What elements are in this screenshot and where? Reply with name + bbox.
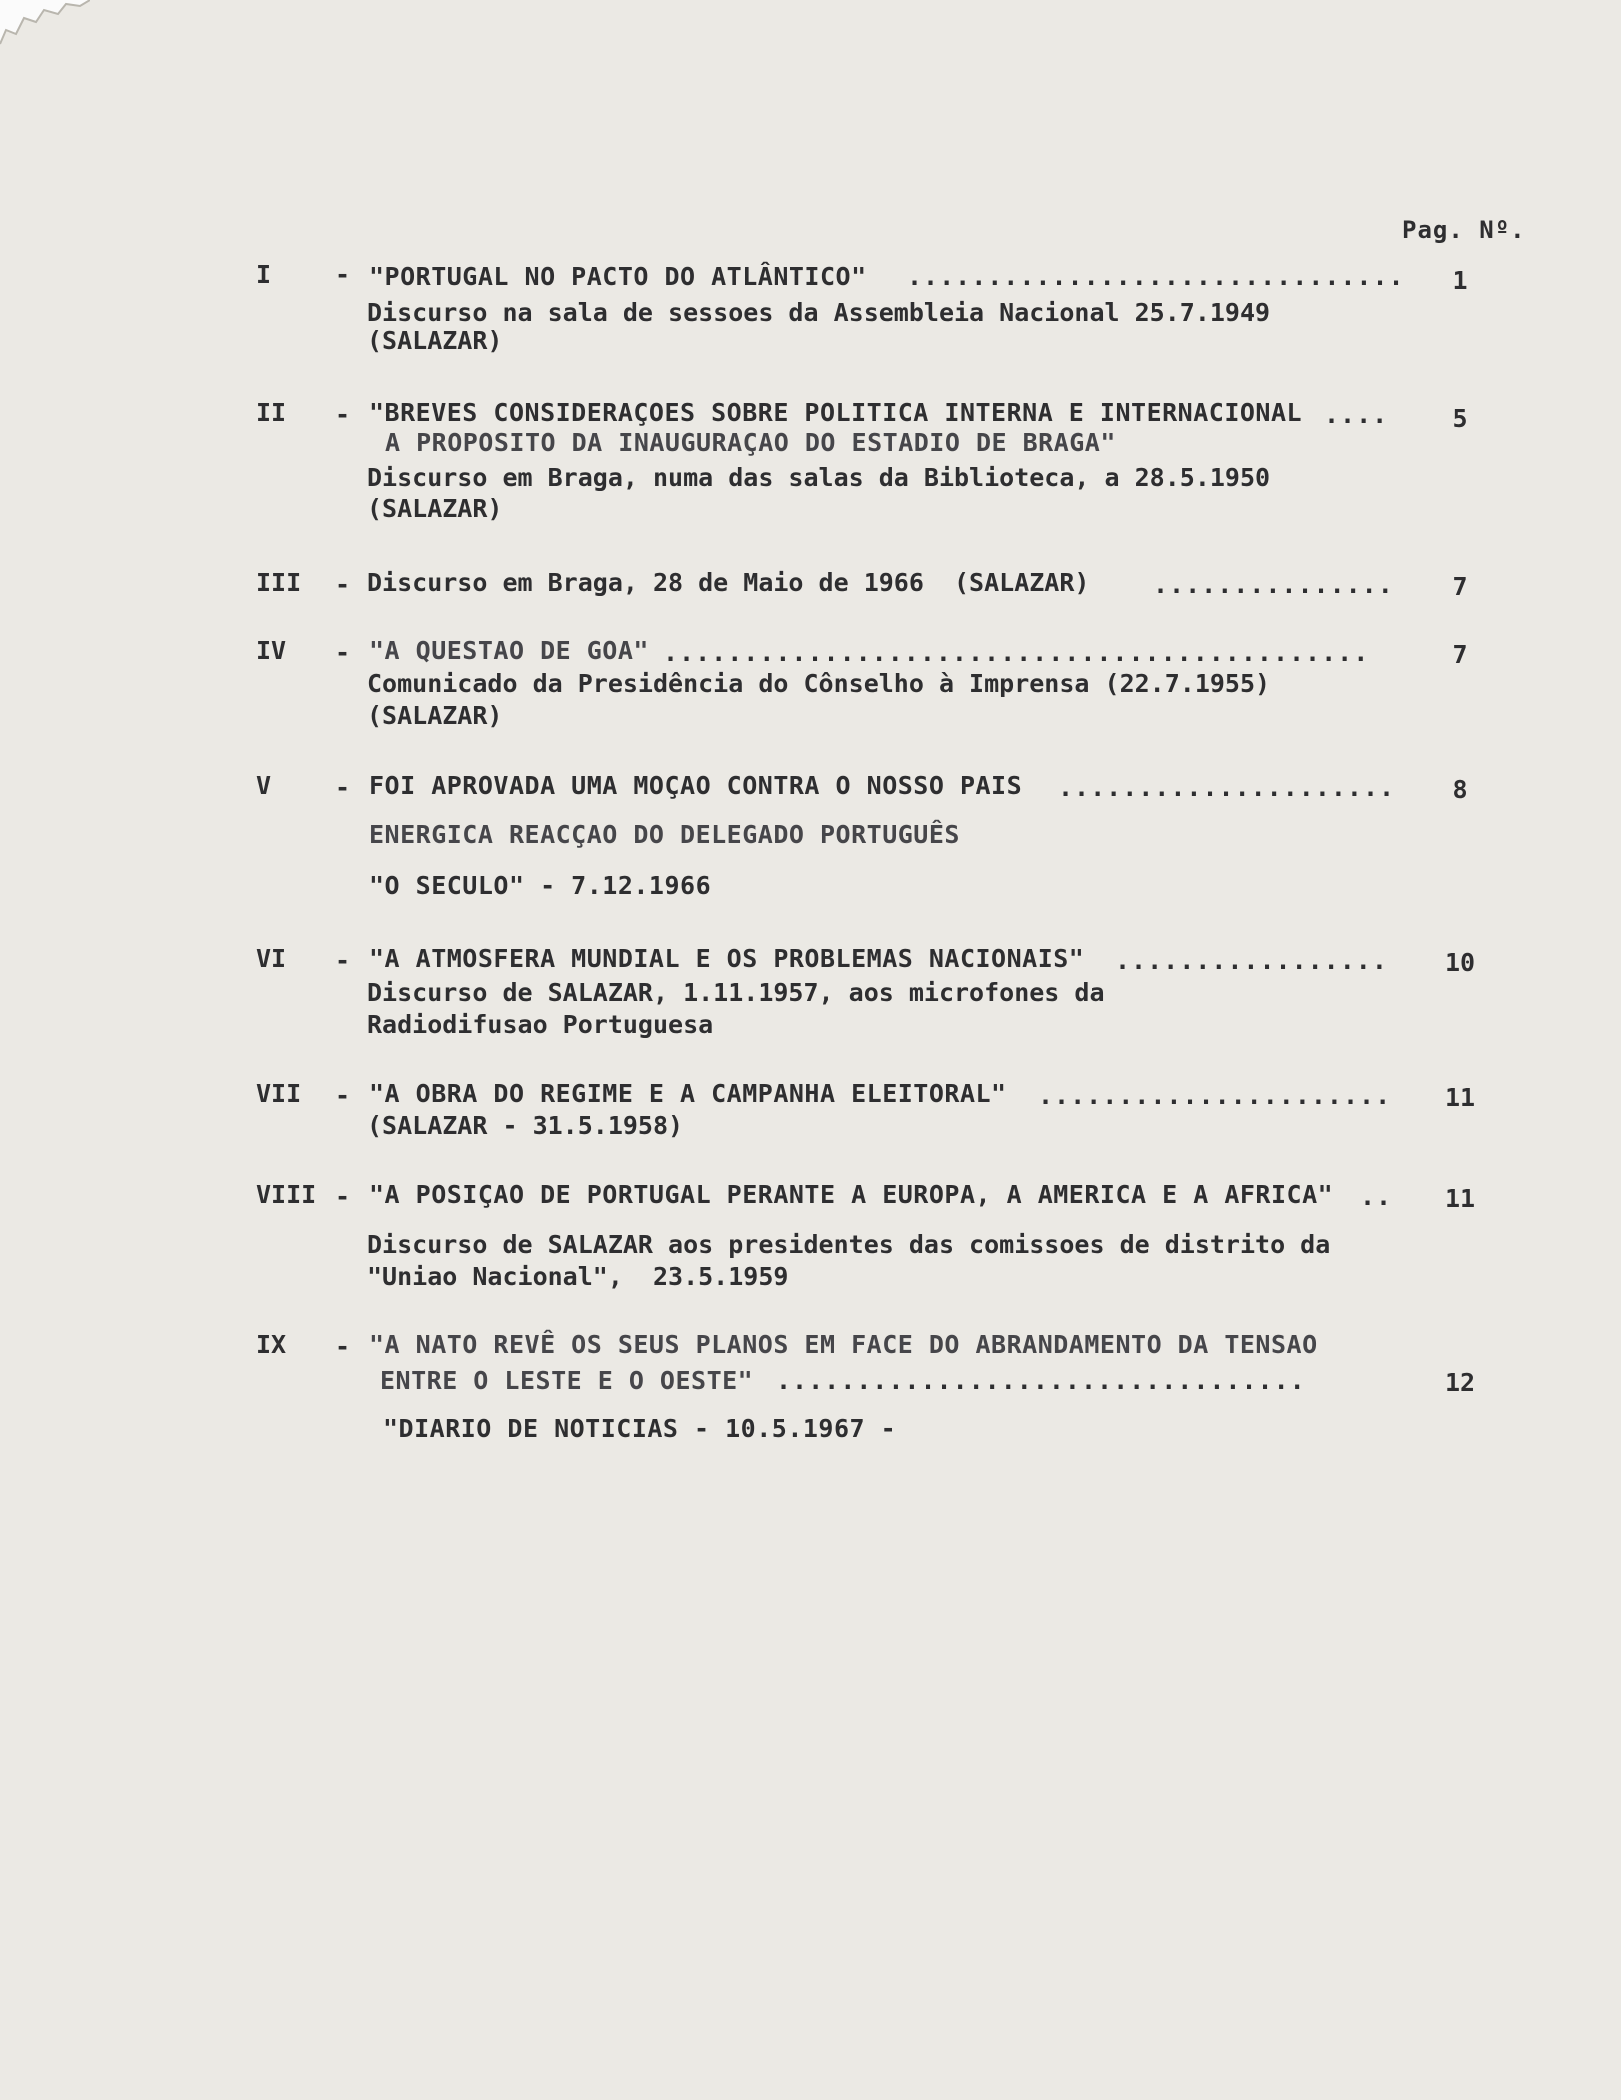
leader-dots: .... bbox=[1324, 400, 1389, 429]
entry-title: "PORTUGAL NO PACTO DO ATLÂNTICO" bbox=[369, 262, 867, 291]
entry-detail: "Uniao Nacional", 23.5.1959 bbox=[367, 1262, 789, 1291]
entry-dash: - bbox=[335, 773, 351, 802]
leader-dots: ............... bbox=[1153, 570, 1394, 599]
entry-title: Discurso em Braga, 28 de Maio de 1966 (SALAZAR) bbox=[367, 568, 1090, 597]
entry-numeral: III bbox=[256, 568, 302, 597]
entry-numeral: VIII bbox=[256, 1180, 317, 1209]
entry-detail: (SALAZAR - 31.5.1958) bbox=[367, 1111, 684, 1140]
entry-numeral: V bbox=[256, 771, 272, 800]
entry-dash: - bbox=[335, 1081, 351, 1110]
entry-title: "A NATO REVÊ OS SEUS PLANOS EM FACE DO ABRANDAMENTO DA TENSAO bbox=[369, 1330, 1318, 1359]
entry-page: 7 bbox=[1452, 572, 1468, 601]
entry-dash: - bbox=[335, 638, 351, 667]
leader-dots: ................. bbox=[1115, 946, 1388, 975]
leader-dots: ............................... bbox=[907, 262, 1405, 291]
entry-dash: - bbox=[335, 1182, 351, 1211]
entry-numeral: I bbox=[256, 260, 272, 289]
entry-title: "A OBRA DO REGIME E A CAMPANHA ELEITORAL" bbox=[369, 1079, 1007, 1108]
entry-detail: Radiodifusao Portuguesa bbox=[367, 1010, 714, 1039]
entry-dash: - bbox=[335, 570, 351, 599]
entry-dash: - bbox=[335, 260, 351, 289]
entry-detail: (SALAZAR) bbox=[367, 494, 503, 523]
torn-corner bbox=[0, 0, 90, 50]
entry-detail: Discurso na sala de sessoes da Assembleia Nacional 25.7.1949 bbox=[367, 298, 1271, 327]
entry-page: 12 bbox=[1444, 1368, 1476, 1397]
entry-subtitle: ENERGICA REACÇAO DO DELEGADO PORTUGUÊS bbox=[369, 820, 960, 849]
entry-page: 10 bbox=[1444, 948, 1476, 977]
entry-numeral: IV bbox=[256, 636, 287, 665]
entry-page: 11 bbox=[1444, 1083, 1476, 1112]
entry-page: 5 bbox=[1452, 404, 1468, 433]
leader-dots: ................................. bbox=[776, 1366, 1306, 1395]
entry-title-continued: ENTRE O LESTE E O OESTE" bbox=[380, 1366, 754, 1395]
entry-source: "DIARIO DE NOTICIAS - 10.5.1967 - bbox=[383, 1414, 897, 1443]
entry-title: "A POSIÇAO DE PORTUGAL PERANTE A EUROPA, A AMERICA E A AFRICA" bbox=[369, 1180, 1334, 1209]
entry-title-continued: A PROPOSITO DA INAUGURAÇAO DO ESTADIO DE BRAGA" bbox=[385, 428, 1116, 457]
entry-detail: (SALAZAR) bbox=[367, 701, 503, 730]
entry-page: 1 bbox=[1452, 266, 1468, 295]
entry-title: "A QUESTAO DE GOA" bbox=[369, 636, 649, 665]
entry-detail: Discurso em Braga, numa das salas da Biblioteca, a 28.5.1950 bbox=[367, 463, 1271, 492]
entry-page: 7 bbox=[1452, 640, 1468, 669]
entry-page: 8 bbox=[1452, 775, 1468, 804]
entry-detail: Comunicado da Presidência do Cônselho à Imprensa (22.7.1955) bbox=[367, 669, 1271, 698]
entry-numeral: IX bbox=[256, 1330, 287, 1359]
leader-dots: ..................... bbox=[1058, 773, 1396, 802]
entry-numeral: VII bbox=[256, 1079, 302, 1108]
entry-dash: - bbox=[335, 400, 351, 429]
entry-detail: Discurso de SALAZAR aos presidentes das comissoes de distrito da bbox=[367, 1230, 1331, 1259]
leader-dots: .. bbox=[1360, 1182, 1393, 1211]
entry-dash: - bbox=[335, 946, 351, 975]
entry-source: "O SECULO" - 7.12.1966 bbox=[369, 871, 712, 900]
entry-detail: Discurso de SALAZAR, 1.11.1957, aos microfones da bbox=[367, 978, 1105, 1007]
page-number-header: Pag. Nº. bbox=[1402, 216, 1526, 244]
entry-page: 11 bbox=[1444, 1184, 1476, 1213]
entry-title: "A ATMOSFERA MUNDIAL E OS PROBLEMAS NACIONAIS" bbox=[369, 944, 1085, 973]
leader-dots: ...................... bbox=[1038, 1081, 1392, 1110]
leader-dots: ............................................ bbox=[663, 638, 1370, 667]
entry-title: "BREVES CONSIDERAÇOES SOBRE POLITICA INTERNA E INTERNACIONAL bbox=[369, 398, 1303, 427]
entry-numeral: VI bbox=[256, 944, 287, 973]
entry-detail: (SALAZAR) bbox=[367, 326, 503, 355]
entry-numeral: II bbox=[256, 398, 287, 427]
entry-dash: - bbox=[335, 1332, 351, 1361]
entry-title: FOI APROVADA UMA MOÇAO CONTRA O NOSSO PAIS bbox=[369, 771, 1023, 800]
